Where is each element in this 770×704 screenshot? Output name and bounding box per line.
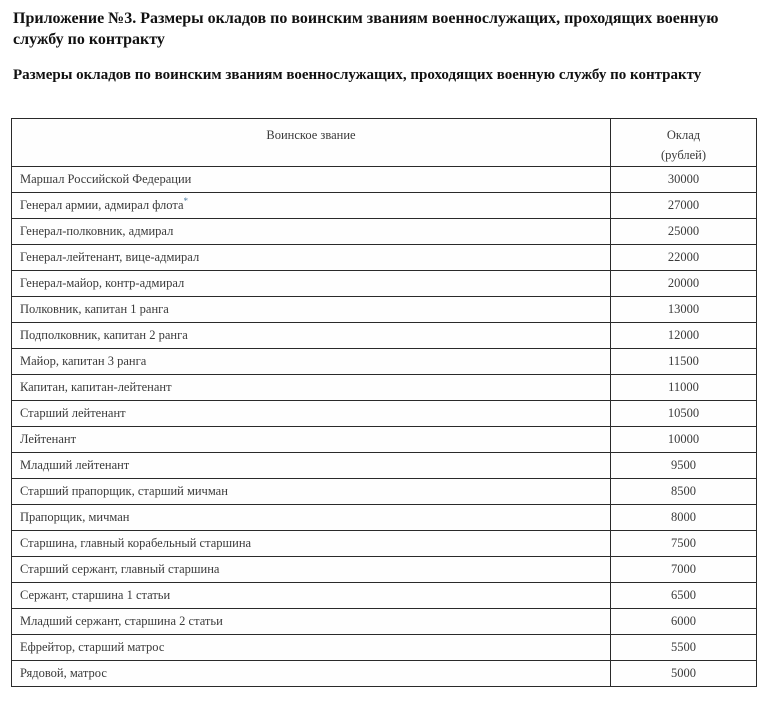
table-row xyxy=(12,271,757,297)
rank-cell: Майор, капитан 3 ранга xyxy=(12,349,611,375)
rank-cell: Младший лейтенант xyxy=(12,453,611,479)
table-row xyxy=(12,323,757,349)
salary-header-line2: (рублей) xyxy=(660,148,707,162)
salary-cell: 7500 xyxy=(611,531,757,557)
table-row xyxy=(12,635,757,661)
rank-cell: Старший лейтенант xyxy=(12,401,611,427)
salary-cell: 12000 xyxy=(611,323,757,349)
salary-cell: 11500 xyxy=(611,349,757,375)
salary-cell: 6000 xyxy=(611,609,757,635)
salary-cell: 9500 xyxy=(611,453,757,479)
rank-cell: Лейтенант xyxy=(12,427,611,453)
rank-cell: Генерал-майор, контр-адмирал xyxy=(12,271,611,297)
rank-cell: Сержант, старшина 1 статьи xyxy=(12,583,611,609)
table-row xyxy=(12,193,757,219)
salary-cell: 25000 xyxy=(611,219,757,245)
salary-cell: 6500 xyxy=(611,583,757,609)
table-row xyxy=(12,297,757,323)
rank-cell: Старшина, главный корабельный старшина xyxy=(12,531,611,557)
table-row xyxy=(12,505,757,531)
table-row xyxy=(12,661,757,687)
table-row xyxy=(12,479,757,505)
table-row xyxy=(12,401,757,427)
salary-cell: 5000 xyxy=(611,661,757,687)
page-title: Приложение №3. Размеры окладов по воинским званиям военнослужащих, проходящих военную службу по контракту xyxy=(13,10,719,48)
salary-cell: 5500 xyxy=(611,635,757,661)
rank-cell: Подполковник, капитан 2 ранга xyxy=(12,323,611,349)
salary-table xyxy=(11,118,757,687)
salary-cell: 30000 xyxy=(611,167,757,193)
salary-cell: 20000 xyxy=(611,271,757,297)
rank-cell: Ефрейтор, старший матрос xyxy=(12,635,611,661)
table-row xyxy=(12,583,757,609)
rank-cell: Старший прапорщик, старший мичман xyxy=(12,479,611,505)
salary-cell: 8500 xyxy=(611,479,757,505)
salary-header-line1: Оклад xyxy=(666,128,701,142)
salary-cell: 7000 xyxy=(611,557,757,583)
table-row xyxy=(12,557,757,583)
salary-cell: 27000 xyxy=(611,193,757,219)
table-row xyxy=(12,349,757,375)
table-row xyxy=(12,609,757,635)
rank-cell: Старший сержант, главный старшина xyxy=(12,557,611,583)
table-header-row xyxy=(12,119,757,167)
column-header-rank: Воинское звание xyxy=(12,119,611,167)
rank-cell: Капитан, капитан-лейтенант xyxy=(12,375,611,401)
table-row xyxy=(12,427,757,453)
rank-cell: Генерал-лейтенант, вице-адмирал xyxy=(12,245,611,271)
section-title: Размеры окладов по воинским званиям военнослужащих, проходящих военную службу по контракту xyxy=(13,67,702,83)
rank-cell: Рядовой, матрос xyxy=(12,661,611,687)
table-row xyxy=(12,531,757,557)
footnote-asterisk[interactable]: * xyxy=(183,195,189,206)
column-header-salary xyxy=(611,119,757,167)
rank-cell: Младший сержант, старшина 2 статьи xyxy=(12,609,611,635)
rank-cell: Полковник, капитан 1 ранга xyxy=(12,297,611,323)
table-row xyxy=(12,245,757,271)
table-row xyxy=(12,219,757,245)
table-row xyxy=(12,167,757,193)
salary-cell: 13000 xyxy=(611,297,757,323)
salary-cell: 22000 xyxy=(611,245,757,271)
rank-cell: Прапорщик, мичман xyxy=(12,505,611,531)
salary-cell: 10500 xyxy=(611,401,757,427)
rank-cell: Маршал Российской Федерации xyxy=(12,167,611,193)
rank-cell: Генерал-полковник, адмирал xyxy=(12,219,611,245)
salary-cell: 8000 xyxy=(611,505,757,531)
table-row xyxy=(12,375,757,401)
table-row xyxy=(12,453,757,479)
salary-cell: 11000 xyxy=(611,375,757,401)
rank-cell: Генерал армии, адмирал флота* xyxy=(12,193,611,219)
salary-cell: 10000 xyxy=(611,427,757,453)
